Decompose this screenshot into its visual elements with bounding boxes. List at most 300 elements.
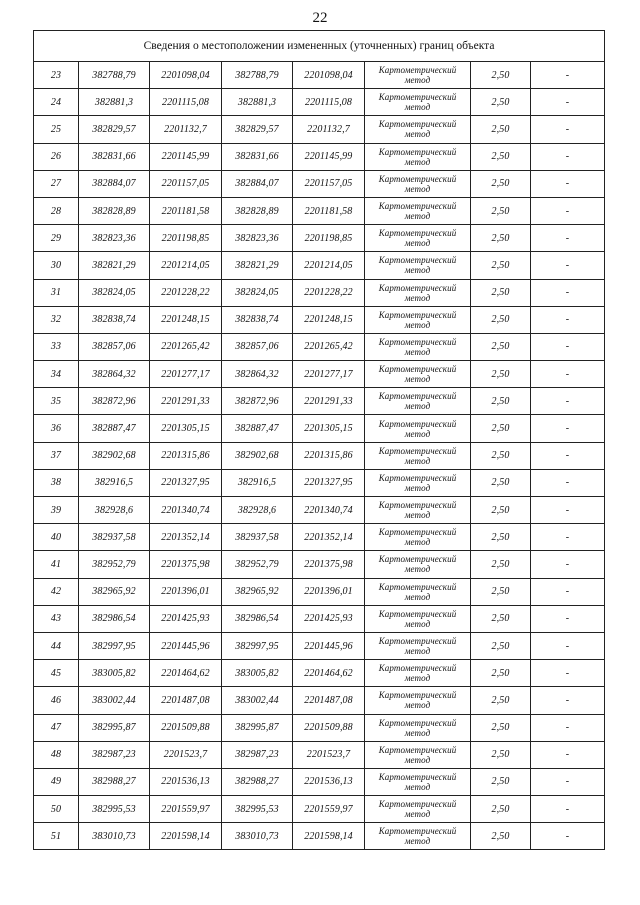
y-existing-cell: 2201396,01	[150, 578, 222, 605]
point-number-cell: 23	[34, 62, 79, 89]
x-existing-cell: 382884,07	[79, 170, 150, 197]
y-existing-cell: 2201536,13	[150, 768, 222, 795]
method-line-2: метод	[404, 319, 431, 330]
table-row	[34, 143, 605, 170]
y-existing-cell: 2201145,99	[150, 143, 222, 170]
method-line-1: Картометрический	[378, 500, 457, 511]
x-refined-cell: 382988,27	[222, 768, 293, 795]
method-line-2: метод	[404, 292, 431, 303]
x-existing-cell: 382824,05	[79, 279, 150, 306]
accuracy-cell: 2,50	[471, 687, 531, 714]
x-refined-cell: 382821,29	[222, 252, 293, 279]
point-number-cell: 29	[34, 225, 79, 252]
x-refined-cell: 382995,53	[222, 796, 293, 823]
accuracy-cell: 2,50	[471, 89, 531, 116]
description-cell: -	[531, 660, 605, 687]
y-existing-cell: 2201291,33	[150, 388, 222, 415]
point-number-cell: 28	[34, 197, 79, 224]
method-line-2: метод	[404, 646, 431, 657]
x-existing-cell: 382997,95	[79, 632, 150, 659]
description-cell: -	[531, 578, 605, 605]
method-line-2: метод	[404, 618, 431, 629]
determination-method-cell	[365, 660, 471, 687]
y-refined-cell: 2201145,99	[293, 143, 365, 170]
method-line-1: Картометрический	[378, 364, 457, 375]
determination-method-cell	[365, 442, 471, 469]
y-existing-cell: 2201487,08	[150, 687, 222, 714]
point-number-cell: 49	[34, 768, 79, 795]
x-refined-cell: 382872,96	[222, 388, 293, 415]
y-refined-cell: 2201598,14	[293, 823, 365, 850]
y-refined-cell: 2201375,98	[293, 551, 365, 578]
x-existing-cell: 382965,92	[79, 578, 150, 605]
method-line-1: Картометрический	[378, 391, 457, 402]
x-refined-cell: 382788,79	[222, 62, 293, 89]
table-header: Сведения о местоположении измененных (уточненных) границ объекта	[34, 31, 605, 62]
accuracy-cell: 2,50	[471, 197, 531, 224]
x-refined-cell: 382937,58	[222, 524, 293, 551]
x-existing-cell: 382928,6	[79, 497, 150, 524]
determination-method-cell	[365, 89, 471, 116]
y-refined-cell: 2201198,85	[293, 225, 365, 252]
method-line-2: метод	[404, 700, 431, 711]
x-existing-cell: 382995,87	[79, 714, 150, 741]
method-line-1: Картометрический	[378, 309, 457, 320]
y-existing-cell: 2201181,58	[150, 197, 222, 224]
description-cell: -	[531, 796, 605, 823]
accuracy-cell: 2,50	[471, 62, 531, 89]
table-row	[34, 714, 605, 741]
determination-method-cell	[365, 225, 471, 252]
y-refined-cell: 2201291,33	[293, 388, 365, 415]
description-cell: -	[531, 605, 605, 632]
table-row	[34, 279, 605, 306]
y-existing-cell: 2201265,42	[150, 333, 222, 360]
method-line-1: Картометрический	[378, 690, 457, 701]
x-existing-cell: 382987,23	[79, 741, 150, 768]
x-refined-cell: 382823,36	[222, 225, 293, 252]
y-existing-cell: 2201315,86	[150, 442, 222, 469]
determination-method-cell	[365, 823, 471, 850]
accuracy-cell: 2,50	[471, 551, 531, 578]
x-refined-cell: 382902,68	[222, 442, 293, 469]
y-existing-cell: 2201375,98	[150, 551, 222, 578]
y-refined-cell: 2201559,97	[293, 796, 365, 823]
point-number-cell: 42	[34, 578, 79, 605]
description-cell: -	[531, 306, 605, 333]
x-refined-cell: 382881,3	[222, 89, 293, 116]
table-row	[34, 388, 605, 415]
table-row	[34, 660, 605, 687]
x-refined-cell: 382857,06	[222, 333, 293, 360]
x-refined-cell: 382864,32	[222, 361, 293, 388]
method-line-2: метод	[404, 809, 431, 820]
y-existing-cell: 2201523,7	[150, 741, 222, 768]
determination-method-cell	[365, 497, 471, 524]
method-line-2: метод	[404, 156, 431, 167]
x-existing-cell: 383002,44	[79, 687, 150, 714]
accuracy-cell: 2,50	[471, 306, 531, 333]
description-cell: -	[531, 768, 605, 795]
accuracy-cell: 2,50	[471, 116, 531, 143]
table-row	[34, 415, 605, 442]
description-cell: -	[531, 143, 605, 170]
y-existing-cell: 2201157,05	[150, 170, 222, 197]
determination-method-cell	[365, 279, 471, 306]
description-cell: -	[531, 687, 605, 714]
method-line-1: Картометрический	[378, 336, 457, 347]
method-line-1: Картометрический	[378, 799, 457, 810]
x-existing-cell: 382828,89	[79, 197, 150, 224]
table-row	[34, 632, 605, 659]
x-existing-cell: 382952,79	[79, 551, 150, 578]
method-line-1: Картометрический	[378, 119, 457, 130]
y-refined-cell: 2201098,04	[293, 62, 365, 89]
x-refined-cell: 382887,47	[222, 415, 293, 442]
method-line-2: метод	[404, 836, 431, 847]
method-line-1: Картометрический	[378, 771, 457, 782]
point-number-cell: 27	[34, 170, 79, 197]
table-row	[34, 197, 605, 224]
x-existing-cell: 382887,47	[79, 415, 150, 442]
y-refined-cell: 2201396,01	[293, 578, 365, 605]
accuracy-cell: 2,50	[471, 605, 531, 632]
x-refined-cell: 383010,73	[222, 823, 293, 850]
determination-method-cell	[365, 252, 471, 279]
point-number-cell: 34	[34, 361, 79, 388]
accuracy-cell: 2,50	[471, 497, 531, 524]
description-cell: -	[531, 714, 605, 741]
method-line-1: Картометрический	[378, 826, 457, 837]
method-line-1: Картометрический	[378, 92, 457, 103]
point-number-cell: 39	[34, 497, 79, 524]
x-existing-cell: 382937,58	[79, 524, 150, 551]
determination-method-cell	[365, 306, 471, 333]
y-existing-cell: 2201327,95	[150, 469, 222, 496]
accuracy-cell: 2,50	[471, 741, 531, 768]
y-existing-cell: 2201340,74	[150, 497, 222, 524]
y-existing-cell: 2201214,05	[150, 252, 222, 279]
x-refined-cell: 382952,79	[222, 551, 293, 578]
method-line-2: метод	[404, 211, 431, 222]
table-row	[34, 687, 605, 714]
method-line-2: метод	[404, 102, 431, 113]
x-existing-cell: 382872,96	[79, 388, 150, 415]
table-row	[34, 116, 605, 143]
method-line-1: Картометрический	[378, 472, 457, 483]
method-line-1: Картометрический	[378, 608, 457, 619]
accuracy-cell: 2,50	[471, 333, 531, 360]
point-number-cell: 31	[34, 279, 79, 306]
y-existing-cell: 2201509,88	[150, 714, 222, 741]
accuracy-cell: 2,50	[471, 170, 531, 197]
determination-method-cell	[365, 197, 471, 224]
x-refined-cell: 382916,5	[222, 469, 293, 496]
table-row	[34, 252, 605, 279]
accuracy-cell: 2,50	[471, 578, 531, 605]
method-line-2: метод	[404, 75, 431, 86]
method-line-2: метод	[404, 727, 431, 738]
determination-method-cell	[365, 116, 471, 143]
y-existing-cell: 2201132,7	[150, 116, 222, 143]
point-number-cell: 26	[34, 143, 79, 170]
determination-method-cell	[365, 605, 471, 632]
point-number-cell: 44	[34, 632, 79, 659]
y-existing-cell: 2201098,04	[150, 62, 222, 89]
point-number-cell: 40	[34, 524, 79, 551]
description-cell: -	[531, 361, 605, 388]
y-refined-cell: 2201315,86	[293, 442, 365, 469]
method-line-1: Картометрический	[378, 581, 457, 592]
x-refined-cell: 382824,05	[222, 279, 293, 306]
y-existing-cell: 2201198,85	[150, 225, 222, 252]
accuracy-cell: 2,50	[471, 632, 531, 659]
description-cell: -	[531, 62, 605, 89]
table-row	[34, 333, 605, 360]
method-line-1: Картометрический	[378, 636, 457, 647]
point-number-cell: 50	[34, 796, 79, 823]
method-line-1: Картометрический	[378, 663, 457, 674]
x-refined-cell: 382829,57	[222, 116, 293, 143]
description-cell: -	[531, 252, 605, 279]
accuracy-cell: 2,50	[471, 469, 531, 496]
method-line-2: метод	[404, 781, 431, 792]
x-existing-cell: 382902,68	[79, 442, 150, 469]
determination-method-cell	[365, 415, 471, 442]
accuracy-cell: 2,50	[471, 388, 531, 415]
x-existing-cell: 382988,27	[79, 768, 150, 795]
point-number-cell: 33	[34, 333, 79, 360]
y-existing-cell: 2201464,62	[150, 660, 222, 687]
x-existing-cell: 382916,5	[79, 469, 150, 496]
x-existing-cell: 383010,73	[79, 823, 150, 850]
x-existing-cell: 382857,06	[79, 333, 150, 360]
table-row	[34, 469, 605, 496]
determination-method-cell	[365, 333, 471, 360]
x-existing-cell: 382881,3	[79, 89, 150, 116]
table-row	[34, 578, 605, 605]
y-refined-cell: 2201523,7	[293, 741, 365, 768]
y-refined-cell: 2201265,42	[293, 333, 365, 360]
point-number-cell: 51	[34, 823, 79, 850]
point-number-cell: 30	[34, 252, 79, 279]
y-existing-cell: 2201248,15	[150, 306, 222, 333]
determination-method-cell	[365, 632, 471, 659]
x-refined-cell: 383002,44	[222, 687, 293, 714]
table-row	[34, 225, 605, 252]
table-row	[34, 62, 605, 89]
table-row	[34, 823, 605, 850]
y-existing-cell: 2201228,22	[150, 279, 222, 306]
y-refined-cell: 2201305,15	[293, 415, 365, 442]
method-line-1: Картометрический	[378, 65, 457, 76]
y-existing-cell: 2201277,17	[150, 361, 222, 388]
method-line-1: Картометрический	[378, 201, 457, 212]
y-refined-cell: 2201425,93	[293, 605, 365, 632]
determination-method-cell	[365, 170, 471, 197]
y-existing-cell: 2201598,14	[150, 823, 222, 850]
accuracy-cell: 2,50	[471, 660, 531, 687]
y-refined-cell: 2201157,05	[293, 170, 365, 197]
description-cell: -	[531, 823, 605, 850]
method-line-1: Картометрический	[378, 228, 457, 239]
x-existing-cell: 382986,54	[79, 605, 150, 632]
y-existing-cell: 2201305,15	[150, 415, 222, 442]
accuracy-cell: 2,50	[471, 252, 531, 279]
x-existing-cell: 382838,74	[79, 306, 150, 333]
y-refined-cell: 2201445,96	[293, 632, 365, 659]
table-row	[34, 497, 605, 524]
determination-method-cell	[365, 714, 471, 741]
method-line-2: метод	[404, 401, 431, 412]
boundary-coordinates-table	[33, 30, 605, 850]
point-number-cell: 37	[34, 442, 79, 469]
y-refined-cell: 2201509,88	[293, 714, 365, 741]
y-refined-cell: 2201327,95	[293, 469, 365, 496]
method-line-2: метод	[404, 129, 431, 140]
method-line-2: метод	[404, 346, 431, 357]
y-refined-cell: 2201536,13	[293, 768, 365, 795]
accuracy-cell: 2,50	[471, 823, 531, 850]
y-refined-cell: 2201115,08	[293, 89, 365, 116]
method-line-1: Картометрический	[378, 173, 457, 184]
y-refined-cell: 2201181,58	[293, 197, 365, 224]
accuracy-cell: 2,50	[471, 225, 531, 252]
table-row	[34, 551, 605, 578]
table-row	[34, 442, 605, 469]
y-existing-cell: 2201445,96	[150, 632, 222, 659]
determination-method-cell	[365, 524, 471, 551]
y-refined-cell: 2201464,62	[293, 660, 365, 687]
table-row	[34, 361, 605, 388]
method-line-2: метод	[404, 455, 431, 466]
x-existing-cell: 382821,29	[79, 252, 150, 279]
y-existing-cell: 2201559,97	[150, 796, 222, 823]
point-number-cell: 25	[34, 116, 79, 143]
accuracy-cell: 2,50	[471, 361, 531, 388]
description-cell: -	[531, 225, 605, 252]
accuracy-cell: 2,50	[471, 442, 531, 469]
accuracy-cell: 2,50	[471, 524, 531, 551]
y-existing-cell: 2201425,93	[150, 605, 222, 632]
x-existing-cell: 382829,57	[79, 116, 150, 143]
determination-method-cell	[365, 687, 471, 714]
x-existing-cell: 383005,82	[79, 660, 150, 687]
method-line-1: Картометрический	[378, 554, 457, 565]
determination-method-cell	[365, 469, 471, 496]
table-row	[34, 306, 605, 333]
table-row	[34, 796, 605, 823]
x-refined-cell: 383005,82	[222, 660, 293, 687]
method-line-2: метод	[404, 564, 431, 575]
table-row	[34, 89, 605, 116]
x-existing-cell: 382831,66	[79, 143, 150, 170]
method-line-2: метод	[404, 183, 431, 194]
y-refined-cell: 2201352,14	[293, 524, 365, 551]
determination-method-cell	[365, 578, 471, 605]
accuracy-cell: 2,50	[471, 279, 531, 306]
x-refined-cell: 382884,07	[222, 170, 293, 197]
description-cell: -	[531, 116, 605, 143]
description-cell: -	[531, 741, 605, 768]
y-refined-cell: 2201132,7	[293, 116, 365, 143]
y-existing-cell: 2201352,14	[150, 524, 222, 551]
point-number-cell: 36	[34, 415, 79, 442]
description-cell: -	[531, 89, 605, 116]
description-cell: -	[531, 388, 605, 415]
method-line-1: Картометрический	[378, 418, 457, 429]
x-refined-cell: 382986,54	[222, 605, 293, 632]
accuracy-cell: 2,50	[471, 714, 531, 741]
x-refined-cell: 382831,66	[222, 143, 293, 170]
x-refined-cell: 382828,89	[222, 197, 293, 224]
table-row	[34, 741, 605, 768]
method-line-1: Картометрический	[378, 527, 457, 538]
x-refined-cell: 382987,23	[222, 741, 293, 768]
accuracy-cell: 2,50	[471, 768, 531, 795]
description-cell: -	[531, 279, 605, 306]
method-line-1: Картометрический	[378, 445, 457, 456]
x-existing-cell: 382788,79	[79, 62, 150, 89]
description-cell: -	[531, 497, 605, 524]
table-row	[34, 524, 605, 551]
determination-method-cell	[365, 741, 471, 768]
x-refined-cell: 382997,95	[222, 632, 293, 659]
point-number-cell: 32	[34, 306, 79, 333]
x-existing-cell: 382995,53	[79, 796, 150, 823]
y-existing-cell: 2201115,08	[150, 89, 222, 116]
x-existing-cell: 382823,36	[79, 225, 150, 252]
determination-method-cell	[365, 768, 471, 795]
description-cell: -	[531, 333, 605, 360]
x-refined-cell: 382995,87	[222, 714, 293, 741]
method-line-1: Картометрический	[378, 146, 457, 157]
method-line-1: Картометрический	[378, 282, 457, 293]
table-row	[34, 170, 605, 197]
table-row	[34, 768, 605, 795]
y-refined-cell: 2201487,08	[293, 687, 365, 714]
method-line-1: Картометрический	[378, 744, 457, 755]
method-line-2: метод	[404, 482, 431, 493]
page-number: 22	[312, 10, 328, 26]
table-header-row	[34, 31, 605, 62]
point-number-cell: 47	[34, 714, 79, 741]
description-cell: -	[531, 632, 605, 659]
method-line-2: метод	[404, 374, 431, 385]
method-line-2: метод	[404, 428, 431, 439]
y-refined-cell: 2201340,74	[293, 497, 365, 524]
method-line-2: метод	[404, 754, 431, 765]
determination-method-cell	[365, 551, 471, 578]
y-refined-cell: 2201248,15	[293, 306, 365, 333]
method-line-2: метод	[404, 510, 431, 521]
determination-method-cell	[365, 62, 471, 89]
point-number-cell: 35	[34, 388, 79, 415]
accuracy-cell: 2,50	[471, 415, 531, 442]
x-existing-cell: 382864,32	[79, 361, 150, 388]
method-line-1: Картометрический	[378, 255, 457, 266]
determination-method-cell	[365, 143, 471, 170]
point-number-cell: 24	[34, 89, 79, 116]
y-refined-cell: 2201214,05	[293, 252, 365, 279]
accuracy-cell: 2,50	[471, 796, 531, 823]
table-row	[34, 605, 605, 632]
description-cell: -	[531, 415, 605, 442]
description-cell: -	[531, 197, 605, 224]
method-line-2: метод	[404, 673, 431, 684]
accuracy-cell: 2,50	[471, 143, 531, 170]
x-refined-cell: 382928,6	[222, 497, 293, 524]
